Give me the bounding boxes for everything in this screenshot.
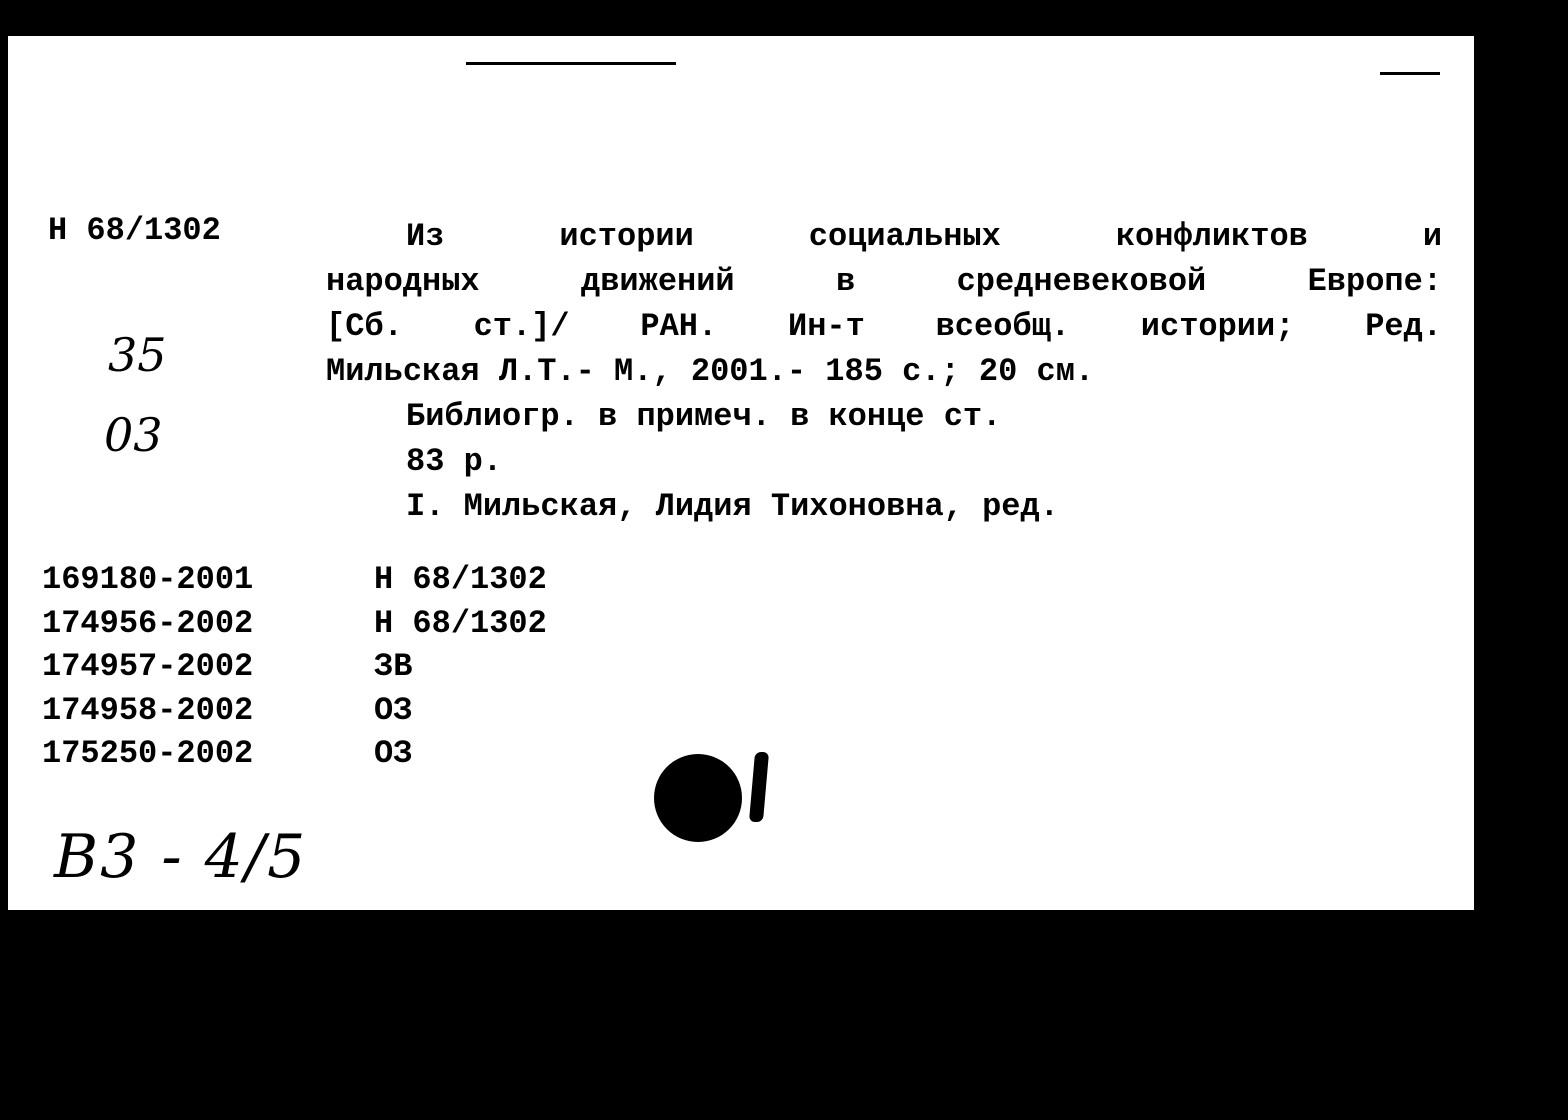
inventory-list [42, 558, 547, 776]
added-entry: I. Мильская, Лидия Тихоновна, ред. [406, 488, 1059, 525]
inventory-number: 174958-2002 [42, 691, 254, 729]
inventory-number: 169180-2001 [42, 561, 254, 598]
inventory-row [42, 645, 547, 689]
inventory-row [42, 558, 547, 602]
price: 83 р. [406, 443, 503, 480]
top-right-rule-mark [1380, 72, 1440, 75]
inventory-row [42, 689, 547, 733]
bibliographic-entry [326, 214, 1442, 529]
inventory-number: 175250-2002 [42, 735, 254, 772]
inventory-number: 174957-2002 [42, 648, 254, 685]
inventory-location: Н 68/1302 [374, 604, 547, 642]
entry-line-4: Мильская Л.Т.- М., 2001.- 185 с.; 20 см. [326, 353, 1095, 390]
entry-line-3: [Сб. ст.]/ РАН. Ин-т всеобщ. истории; Ред. [326, 308, 1442, 345]
bibliography-note: Библиогр. в примеч. в конце ст. [406, 398, 1002, 435]
inventory-location: ЗВ [374, 648, 413, 685]
top-rule-mark [466, 62, 676, 65]
entry-line-1: Из истории социальных конфликтов и [406, 218, 1443, 255]
catalog-card [8, 36, 1474, 910]
inventory-location: ОЗ [374, 735, 413, 772]
handwritten-code-35: 35 [108, 328, 167, 382]
inventory-location: ОЗ [374, 691, 413, 729]
handwritten-bottom-note: В3 - 4/5 [54, 822, 308, 892]
punch-hole-mark [654, 754, 742, 842]
inventory-row [42, 602, 547, 646]
handwritten-code-03: 03 [104, 408, 163, 462]
inventory-location: Н 68/1302 [374, 561, 547, 598]
punch-hole-tick-mark [749, 752, 769, 822]
inventory-number: 174956-2002 [42, 604, 254, 642]
entry-line-2: народных движений в средневековой Европе: [326, 263, 1443, 300]
shelfmark: Н 68/1302 [48, 212, 221, 249]
inventory-row [42, 732, 547, 776]
